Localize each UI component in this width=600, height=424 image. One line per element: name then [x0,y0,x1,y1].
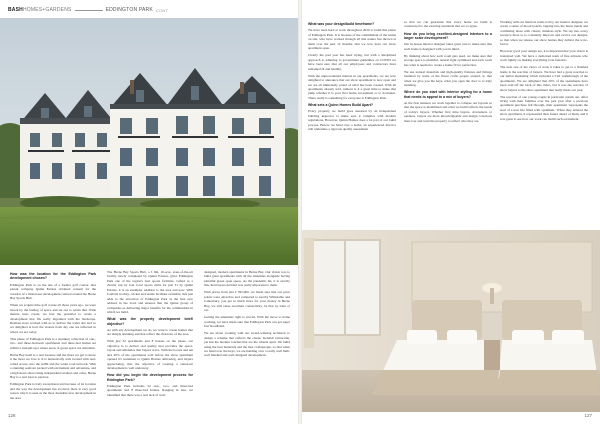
body-paragraph: The Herne Bay Sports Hub, a £ 9m, 16-acre, state-of-the-art facility newly completed by Quinn Estates, gives Eddington Park one of the region's best sports facilities. Gifted as a charity run by four local sports clubs for just £1 by Quinn Estates, it is an exemplar addition to the area and now. With football, hockey, cricket and tennis facilities available, this just adds to the attraction of Eddington Park as the best new address in the town and ensures that the Quinn group of companies as delivering major benefits for the communities in which we build. [107,270,193,315]
magazine-brand: BASHHOMES+GARDENS [8,7,72,13]
section-title: EDDINGTON PARK [105,7,153,13]
body-paragraph: When we acquired the golf course all those years ago, we were struck by the feeling of space and set out to retain that. Wide mature trees create, we had the potential to create a development that fits really ingrained with the landscape. Realises have worked with us to deliver the wider site and so we delighted at how the visions from day one are reflected in where we are today. [10,303,96,334]
body-paragraph: Working with our interiors team, led by our interior designer, we create a sense of mood boards, tapping into the latest trends and combining those with classic, timeless style. We tap into every resource there is to constantly improve and evolve our designs, so that when we release our show homes they deliver the wow-factor. [500,20,588,47]
body-paragraph: so that we can guarantee that every home we build is constructed to the exacting standards that we so agree. [404,20,492,29]
body-paragraph: By thinking about how each room gets used, we make sure that storage space is plentiful, natural light optimised and each room has what is needed to create a home fit for perfection. [404,53,492,67]
question-heading: Where do you start with interior styling for a home that needs to appeal to a mix of buyers? [404,90,492,99]
left-page-number: 126 [8,413,16,418]
body-paragraph: Herne Bay itself is a real treasure and the more we get to know it the more we love it. It is fantastically well located with real-rolled access onto the A299 and the wider road network. With a stunning seafront packed with excitement and adventure, and a high street showcasing independent retailers and cafes, Herne Bay is a real treat to explore. [10,352,96,380]
continued-label: CONT. [155,7,169,13]
question-heading: How do you bring excellent-designed interiors to a larger scale development? [404,31,492,40]
body-paragraph: Eddington Park is on the site of a former golf course. Our parent company Quinn Estates obtained consent for the creation of a mixed-use development centred around the Herne Bay Sports Hub. [10,282,96,301]
interior-photo [302,230,600,412]
right-column-3 [500,20,588,124]
header-rule [75,10,103,11]
left-column-1 [10,270,96,403]
question-heading: What sets a Quinn Homes Build Apart? [308,102,374,107]
body-paragraph: Getting the amenities right is crucial. With the move to home working, we have made sure that Eddington Park can get super fast broadband. [204,315,290,329]
body-paragraph: We have been hard at work throughout 2020 to build this phase of Eddington Park. It is because of the commitment of the teams on site, who have worked through all that nature has thrown at them over the past 12 months, that we now have our show apartment open. [308,28,396,51]
question-heading: What was the property development brief/ objective? [107,317,193,326]
body-paragraph: With just 32 apartments and 8 houses on the phase, our objective is to deliver real quality that provides the space, layout and amenities that buyers crave. With the boosts and am and 20% of the apartments sold before the show apartment opened it's testament to Quinn Homes delivering, and buyers appreciating, that the objective of creating a stand-out development is well underway. [107,339,193,371]
right-column-2 [404,20,492,126]
body-paragraph: Eddington Park is truly exceptional and because of its location and the way the development has evolved, there is very good reason why it is seen as the most desirable new development in the area. [10,382,96,400]
body-paragraph: However good your design are, it is important that your vision is translated well. We have a dedicated team of fine artisans who work tightly on making everything look fantastic. [500,49,588,63]
body-paragraph: The next one of the views of work it takes to get to a finished home is the reaction of buyers. We have had a great reaction to our initial marketing which included a CGI walkthrough of the apartments. We are delighted that 20% of the apartments have been sold off the back of this video, but it was the reaction of show buyers to the show apartment that really made our year. [500,65,588,92]
body-paragraph: Eddington Park includes 32 one-, two- and three-bed apartments and 8 three-bed homes. Ranging in size, we identified that there was a real lack of well- [107,384,193,397]
left-column-3 [204,270,290,361]
question-heading: How was the location for the Eddington Park development chosen? [10,272,96,281]
right-page-number: 127 [584,413,592,418]
body-paragraph: With the unprecedented interest in our apartments, we are now delighted to announce that our show apartment is now open and we are all immensely proud of what has been created. With 20 apartments already sold, rumour is it a great time to make that jump whether it is your first home, investment or to downsize. There really is something for everyone at Eddington Park. [308,73,396,100]
body-paragraph: The reaction of one young couple in particular stands out. After living with their families over the past year after a previous apartment purchase fell through, their apartment 'represents the start of a new life filled with optimism.' When they entered the show apartment, it represented their future ahead of them, and it was great to see how our work can instill such excitement. [500,94,588,121]
body-paragraph: Every property we build goes assessed by an independent building inspector to make sure it complies with modern regulations. However, Quinn Homes does a lot part of our build process. Before we hand over a home, an experienced director will undertake a rigorous quality assessment [308,109,396,132]
body-paragraph: With prices from just £ 395,000, we made sure that our price points were attractive and compared to nearby Whitstable and Canterbury, you get so much more for your money in Herne Bay, we still value excellent connectivity, be that by train or car. [204,290,290,313]
body-paragraph: This phase of Eddington Park is a stunning collection of one-, two- and three-bedroom apartments and three-bed homes set within a tranquil spot where areas of green space are abundant. [10,336,96,350]
question-heading: How did you begin the development process for Eddington Park? [107,373,193,382]
body-paragraph: Clearly the past year has been trying, but with a disciplined approach to adhering to government guidelines on COVID we have been sure that all our employees and contractors have remained fit and healthy. [308,53,396,71]
body-paragraph: At the first instance we work together to collapse our layouts so that the space is maximised and what we build reflects the needs of today's buyers. Whether first time buyers, downsizers or upsizers, buyers are more knowledgeable and design conscious than ever and want the property to reflect who they are. [404,100,492,123]
exterior-photo [0,18,298,265]
left-column-2 [107,270,193,400]
body-paragraph: As with any development we do, we want to create homes that are simply stunning and that reflect the character of the area. [107,327,193,337]
body-paragraph: We are about working with our award-winning architects to design a scheme that reflects the classic Kentish vernacular, yet has the modern touches that are the wheels apart. We build using the best materials and the best craftspeople, so that when we hand over the keys, we are handing over a really well built, well finished and well-designed development. [204,331,290,358]
body-paragraph: Our in-house interior designer takes great care to make sure that each home is designed with you in mind. [404,42,492,51]
running-header [8,5,169,15]
right-column-1 [308,20,396,134]
body-paragraph: We use natural materials and high-quality fixtures and fittings installed by some of the finest crafts people around, so that when we give you the keys, what you open the door to is truly stunning. [404,69,492,88]
question-heading: What was your design/build timeframe? [308,22,375,26]
body-paragraph: designed, modern apartments in Herne Bay. Our vision was to build great apartments with all the amenities alongside having plentiful green open space. As the pandemic hit, it is exactly this, that buyers decided was really important to them. [204,270,290,288]
